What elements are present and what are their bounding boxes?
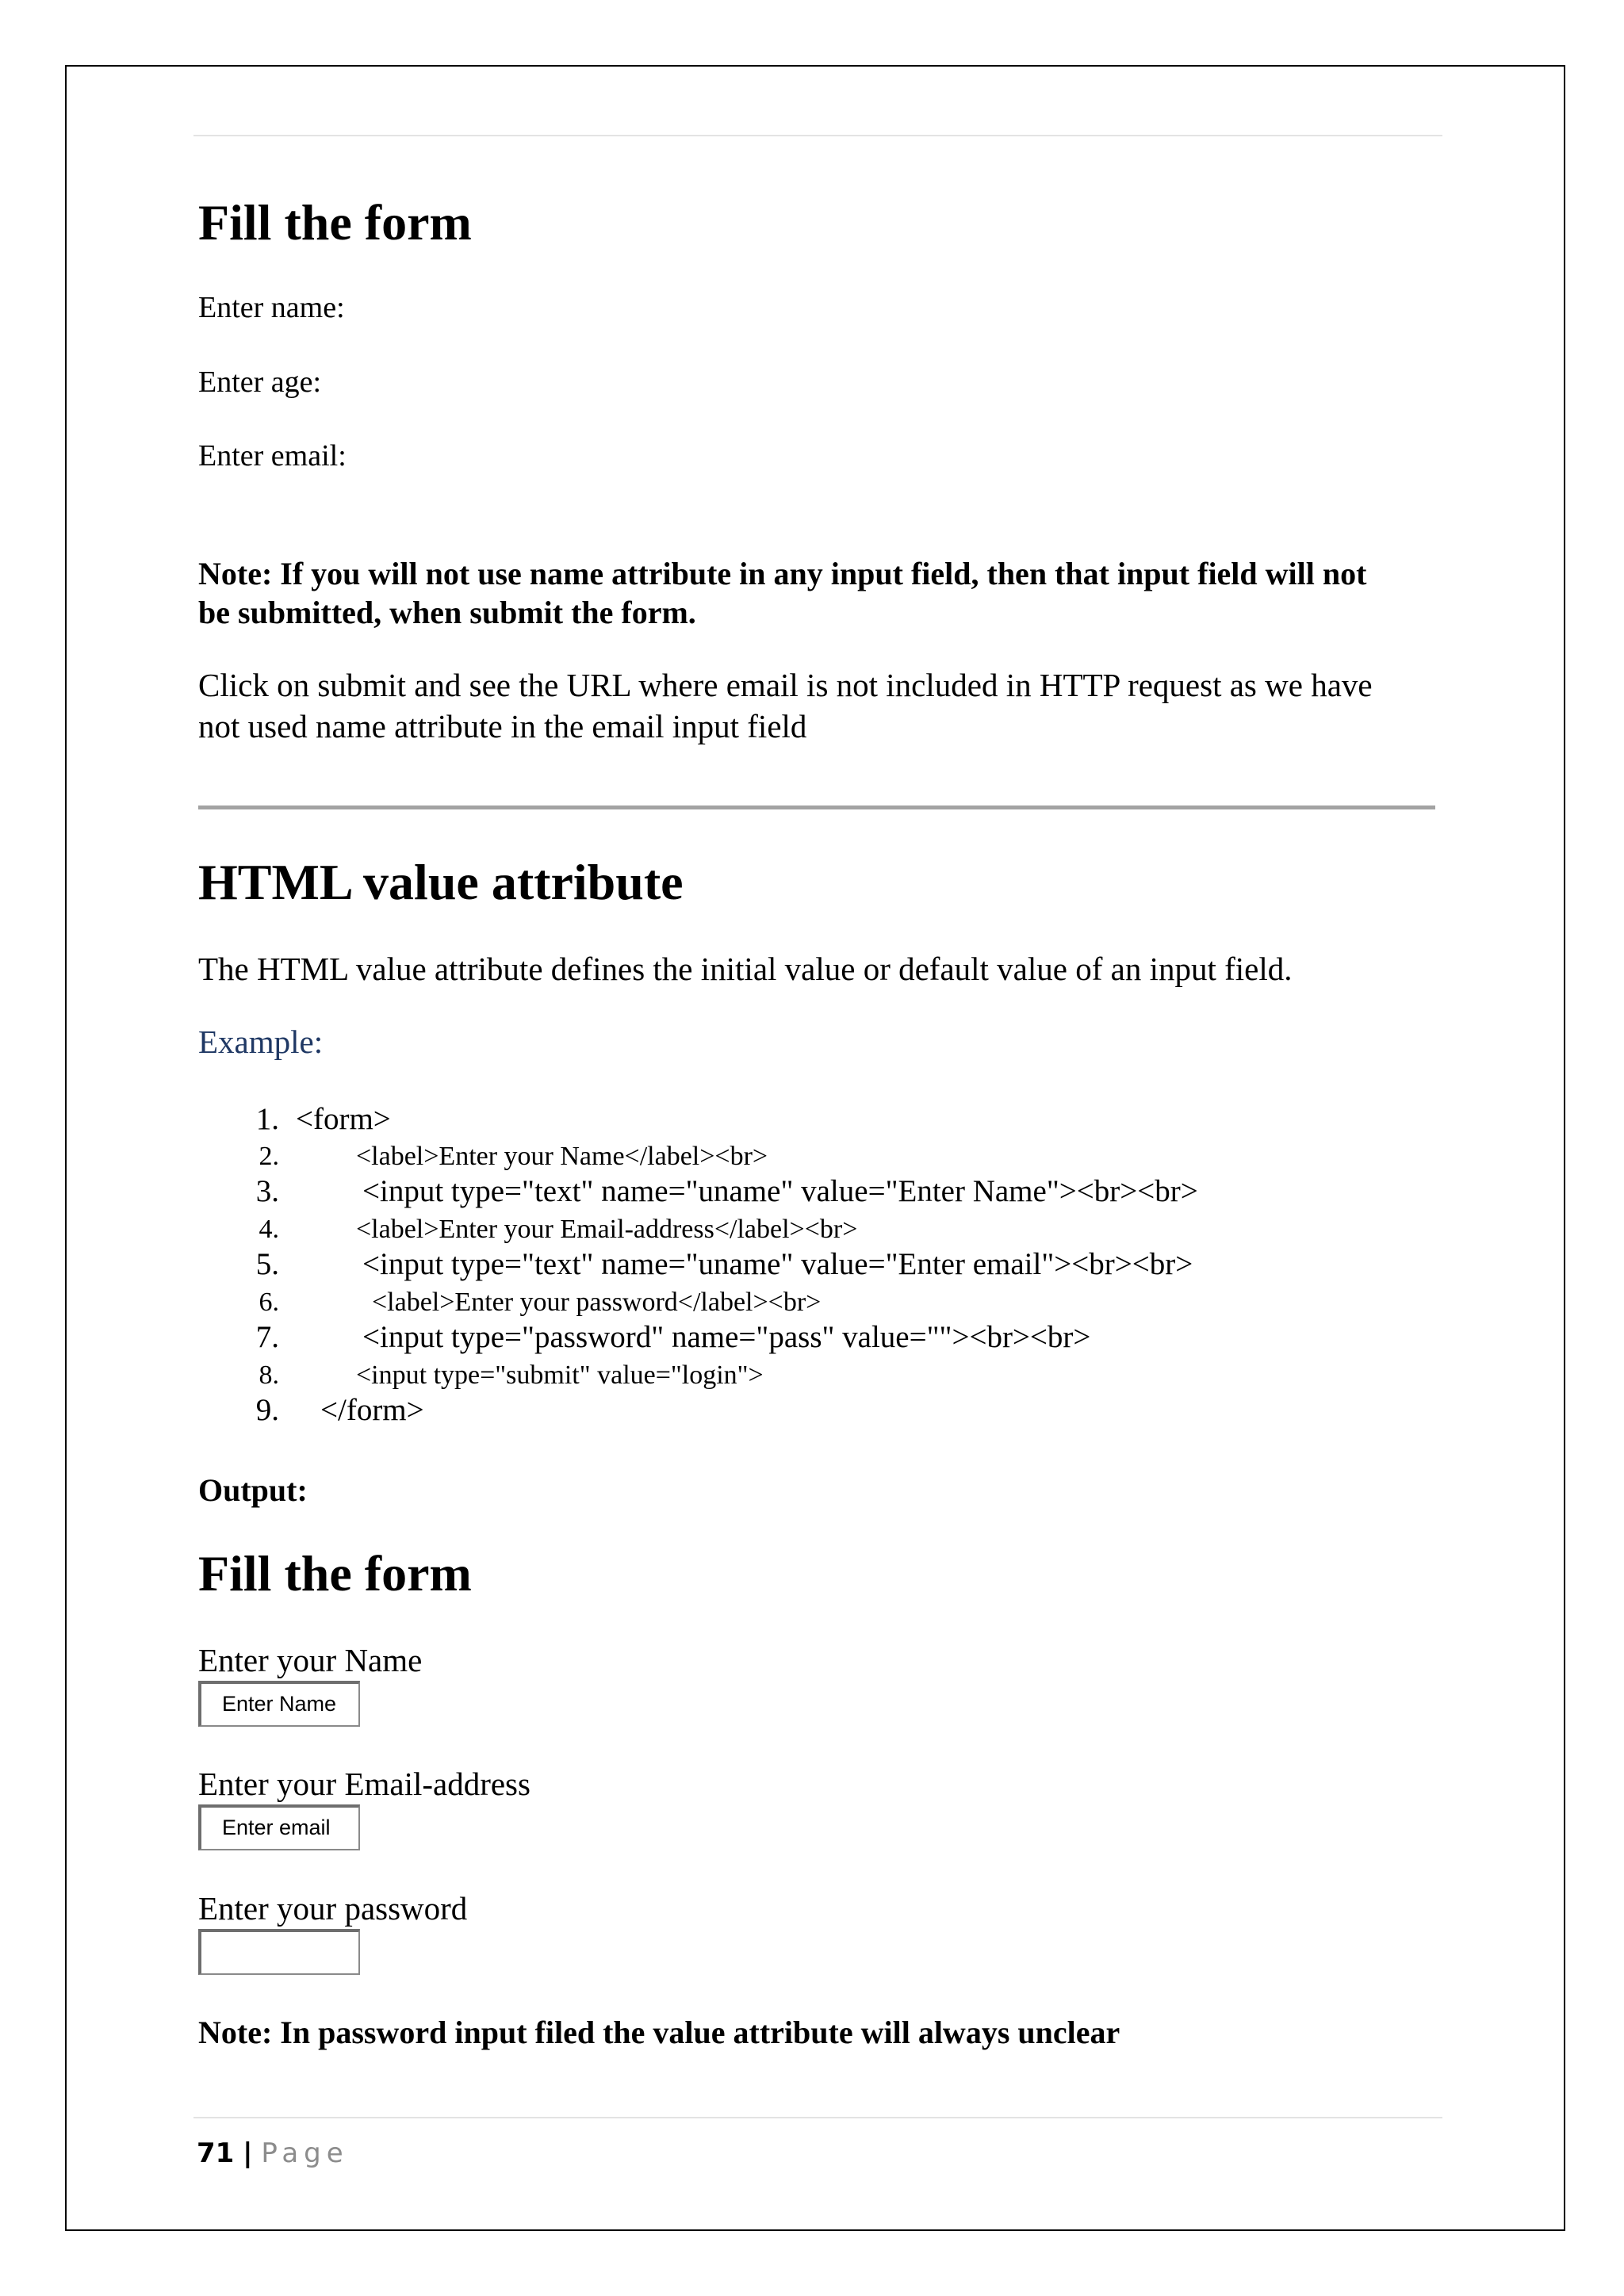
- section1-heading: Fill the form: [198, 194, 472, 251]
- code-line: <label>Enter your Email-address</label><br>: [356, 1215, 858, 1244]
- code-line-number: 1.: [255, 1102, 279, 1136]
- code-line: <label>Enter your Name</label><br>: [356, 1142, 768, 1171]
- label-enter-age: Enter age:: [198, 365, 322, 399]
- code-line-number: 5.: [255, 1247, 279, 1281]
- note-line-2: be submitted, when submit the form.: [198, 595, 696, 630]
- section2-description: The HTML value attribute defines the initial value or default value of an input field.: [198, 951, 1293, 987]
- password-note: Note: In password input filed the value attribute will always unclear: [198, 2015, 1120, 2050]
- output-label: Output:: [198, 1472, 308, 1508]
- code-line-number: 9.: [255, 1393, 279, 1427]
- email-label: Enter your Email-address: [198, 1766, 530, 1802]
- page-footer: [197, 2137, 349, 2169]
- name-input[interactable]: Enter Name: [198, 1681, 360, 1727]
- code-line-number: 2.: [259, 1142, 279, 1171]
- code-line-number: 6.: [259, 1288, 279, 1317]
- section-divider: [198, 806, 1435, 809]
- section2-heading: HTML value attribute: [198, 854, 684, 910]
- note-line-1: Note: If you will not use name attribute in any input field, then that input field will not: [198, 556, 1367, 591]
- page-word: Page: [261, 2137, 349, 2169]
- paragraph-line-1: Click on submit and see the URL where email is not included in HTTP request as we have: [198, 667, 1373, 703]
- code-line: <input type="text" name="uname" value="Enter Name"><br><br>: [362, 1174, 1198, 1208]
- output-form-heading: Fill the form: [198, 1545, 472, 1601]
- email-input[interactable]: Enter email: [198, 1804, 360, 1850]
- code-line-number: 7.: [255, 1320, 279, 1354]
- code-line: <input type="submit" value="login">: [356, 1360, 764, 1390]
- example-label: Example:: [198, 1024, 324, 1060]
- password-input[interactable]: [198, 1929, 360, 1975]
- code-line: <input type="password" name="pass" value=""><br><br>: [362, 1320, 1091, 1354]
- label-enter-name: Enter name:: [198, 291, 345, 324]
- header-rule: [193, 135, 1442, 136]
- password-label: Enter your password: [198, 1890, 468, 1927]
- footer-separator: |: [243, 2137, 253, 2169]
- code-line: <form>: [296, 1102, 391, 1136]
- code-line: <label>Enter your password</label><br>: [372, 1288, 822, 1317]
- name-label: Enter your Name: [198, 1642, 423, 1678]
- code-line: <input type="text" name="uname" value="Enter email"><br><br>: [362, 1247, 1193, 1281]
- footer-rule: [193, 2117, 1442, 2118]
- label-enter-email: Enter email:: [198, 439, 347, 473]
- page-number: 71: [197, 2137, 235, 2169]
- code-line-number: 4.: [259, 1215, 279, 1244]
- code-line-number: 8.: [259, 1360, 279, 1390]
- paragraph-line-2: not used name attribute in the email input field: [198, 708, 807, 744]
- code-line-number: 3.: [255, 1174, 279, 1208]
- code-line: </form>: [320, 1393, 424, 1427]
